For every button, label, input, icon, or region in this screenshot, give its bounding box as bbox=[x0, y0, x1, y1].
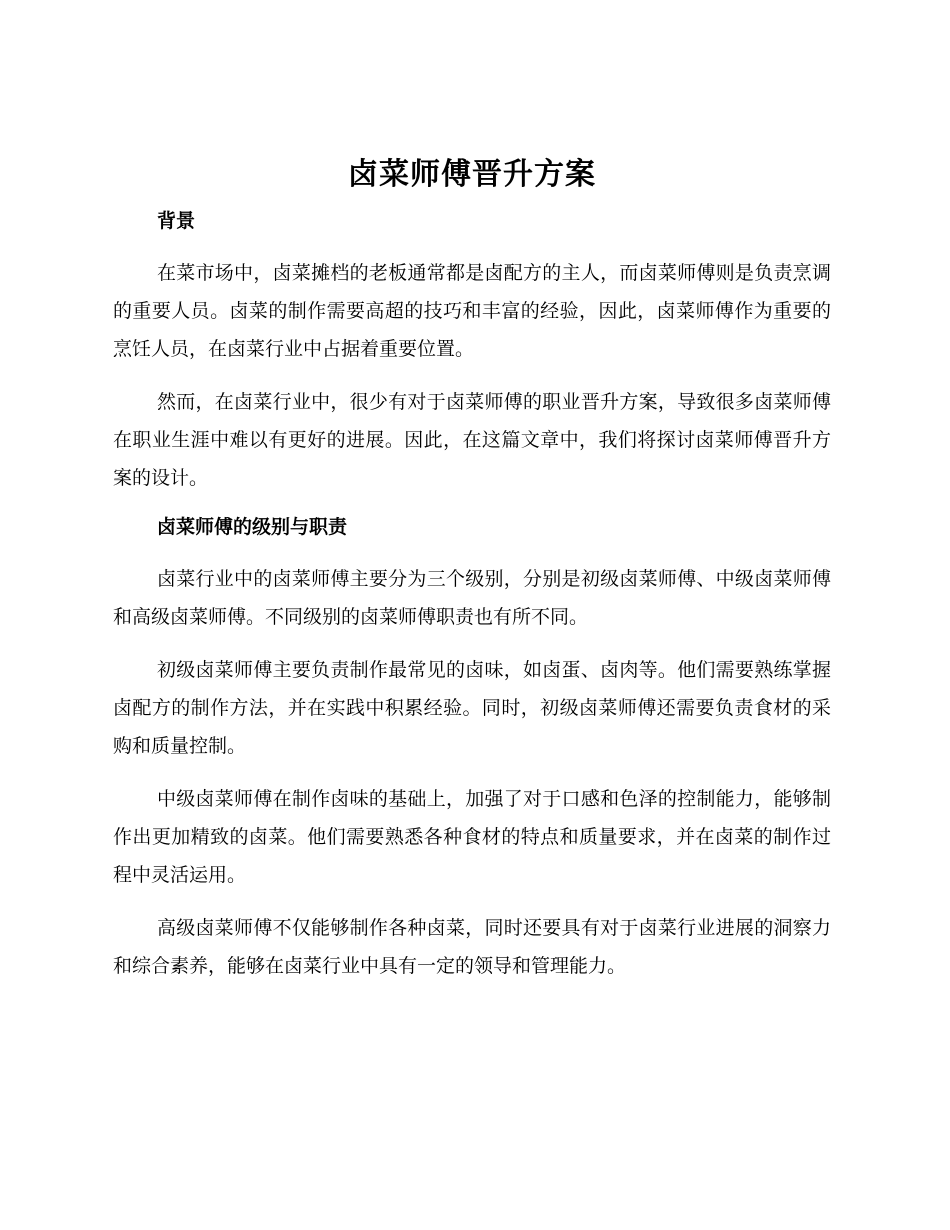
paragraph: 初级卤菜师傅主要负责制作最常见的卤味，如卤蛋、卤肉等。他们需要熟练掌握卤配方的制作方法，并在实践中积累经验。同时，初级卤菜师傅还需要负责食材的采购和质量控制。 bbox=[113, 659, 831, 757]
paragraph: 在菜市场中，卤菜摊档的老板通常都是卤配方的主人，而卤菜师傅则是负责烹调的重要人员。卤菜的制作需要高超的技巧和丰富的经验，因此，卤菜师傅作为重要的烹饪人员，在卤菜行业中占据着重要位置。 bbox=[113, 262, 831, 360]
paragraph: 高级卤菜师傅不仅能够制作各种卤菜，同时还要具有对于卤菜行业进展的洞察力和综合素养，能够在卤菜行业中具有一定的领导和管理能力。 bbox=[113, 917, 831, 977]
section-heading-levels-duties: 卤菜师傅的级别与职责 bbox=[157, 516, 348, 538]
paragraph: 卤菜行业中的卤菜师傅主要分为三个级别，分别是初级卤菜师傅、中级卤菜师傅和高级卤菜师傅。不同级别的卤菜师傅职责也有所不同。 bbox=[113, 568, 831, 628]
document-title: 卤菜师傅晋升方案 bbox=[348, 157, 596, 192]
section-heading-background: 背景 bbox=[157, 210, 196, 232]
document-page bbox=[113, 147, 831, 985]
paragraph: 中级卤菜师傅在制作卤味的基础上，加强了对于口感和色泽的控制能力，能够制作出更加精致的卤菜。他们需要熟悉各种食材的特点和质量要求，并在卤菜的制作过程中灵活运用。 bbox=[113, 788, 831, 886]
paragraph: 然而，在卤菜行业中，很少有对于卤菜师傅的职业晋升方案，导致很多卤菜师傅在职业生涯中难以有更好的进展。因此，在这篇文章中，我们将探讨卤菜师傅晋升方案的设计。 bbox=[113, 391, 831, 489]
